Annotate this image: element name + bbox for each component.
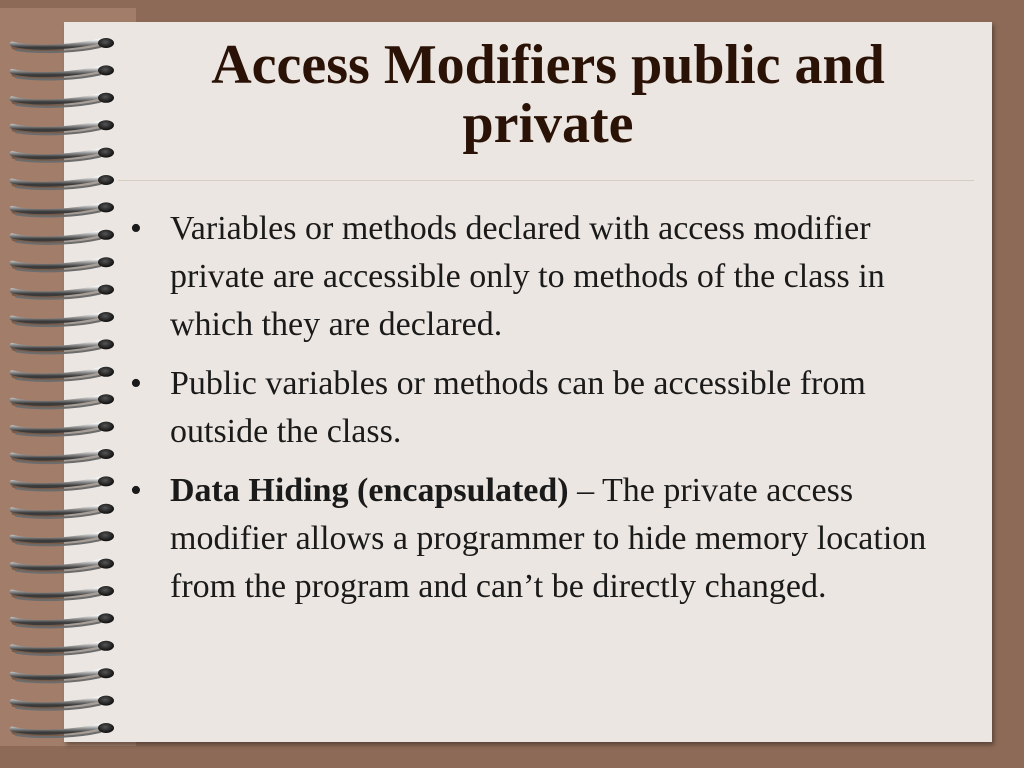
bullet-item: [130, 467, 970, 611]
spiral-ring-icon: [12, 312, 114, 326]
bullet-item: [130, 205, 970, 349]
bullet-list: [130, 205, 970, 622]
bullet-text: Public variables or methods can be accessible from outside the class.: [170, 365, 866, 450]
spiral-ring-icon: [12, 613, 114, 627]
spiral-ring-icon: [12, 148, 114, 162]
spiral-ring-icon: [12, 175, 114, 189]
bullet-icon: •: [130, 365, 142, 402]
spiral-ring-icon: [12, 230, 114, 244]
spiral-ring-icon: [12, 476, 114, 490]
spiral-ring-icon: [12, 586, 114, 600]
spiral-ring-icon: [12, 559, 114, 573]
bullet-text: – The private access modifier allows a programmer to hide memory location from the program and can’t be directly changed.: [170, 472, 927, 605]
spiral-ring-icon: [12, 504, 114, 518]
spiral-ring-icon: [12, 394, 114, 408]
spiral-ring-icon: [12, 65, 114, 79]
spiral-ring-icon: [12, 120, 114, 134]
spiral-ring-icon: [12, 93, 114, 107]
spiral-ring-icon: [12, 339, 114, 353]
spiral-binding-icon: [8, 26, 118, 738]
slide-title: Access Modifiers public and private: [211, 34, 885, 155]
spiral-ring-icon: [12, 202, 114, 216]
bullet-item: [130, 360, 970, 456]
bullet-text: Variables or methods declared with access modifier private are accessible only to methods of the class in which they are declared.: [170, 210, 885, 343]
spiral-ring-icon: [12, 531, 114, 545]
bullet-icon: •: [130, 472, 142, 509]
bullet-icon: •: [130, 210, 142, 247]
title-divider: [118, 180, 974, 181]
bullet-bold-lead: Data Hiding (encapsulated): [170, 472, 569, 509]
spiral-ring-icon: [12, 285, 114, 299]
spiral-ring-icon: [12, 422, 114, 436]
spiral-ring-icon: [12, 641, 114, 655]
spiral-ring-icon: [12, 38, 114, 52]
spiral-ring-icon: [12, 449, 114, 463]
spiral-ring-icon: [12, 668, 114, 682]
spiral-ring-icon: [12, 257, 114, 271]
spiral-ring-icon: [12, 367, 114, 381]
spiral-ring-icon: [12, 696, 114, 710]
spiral-ring-icon: [12, 723, 114, 737]
